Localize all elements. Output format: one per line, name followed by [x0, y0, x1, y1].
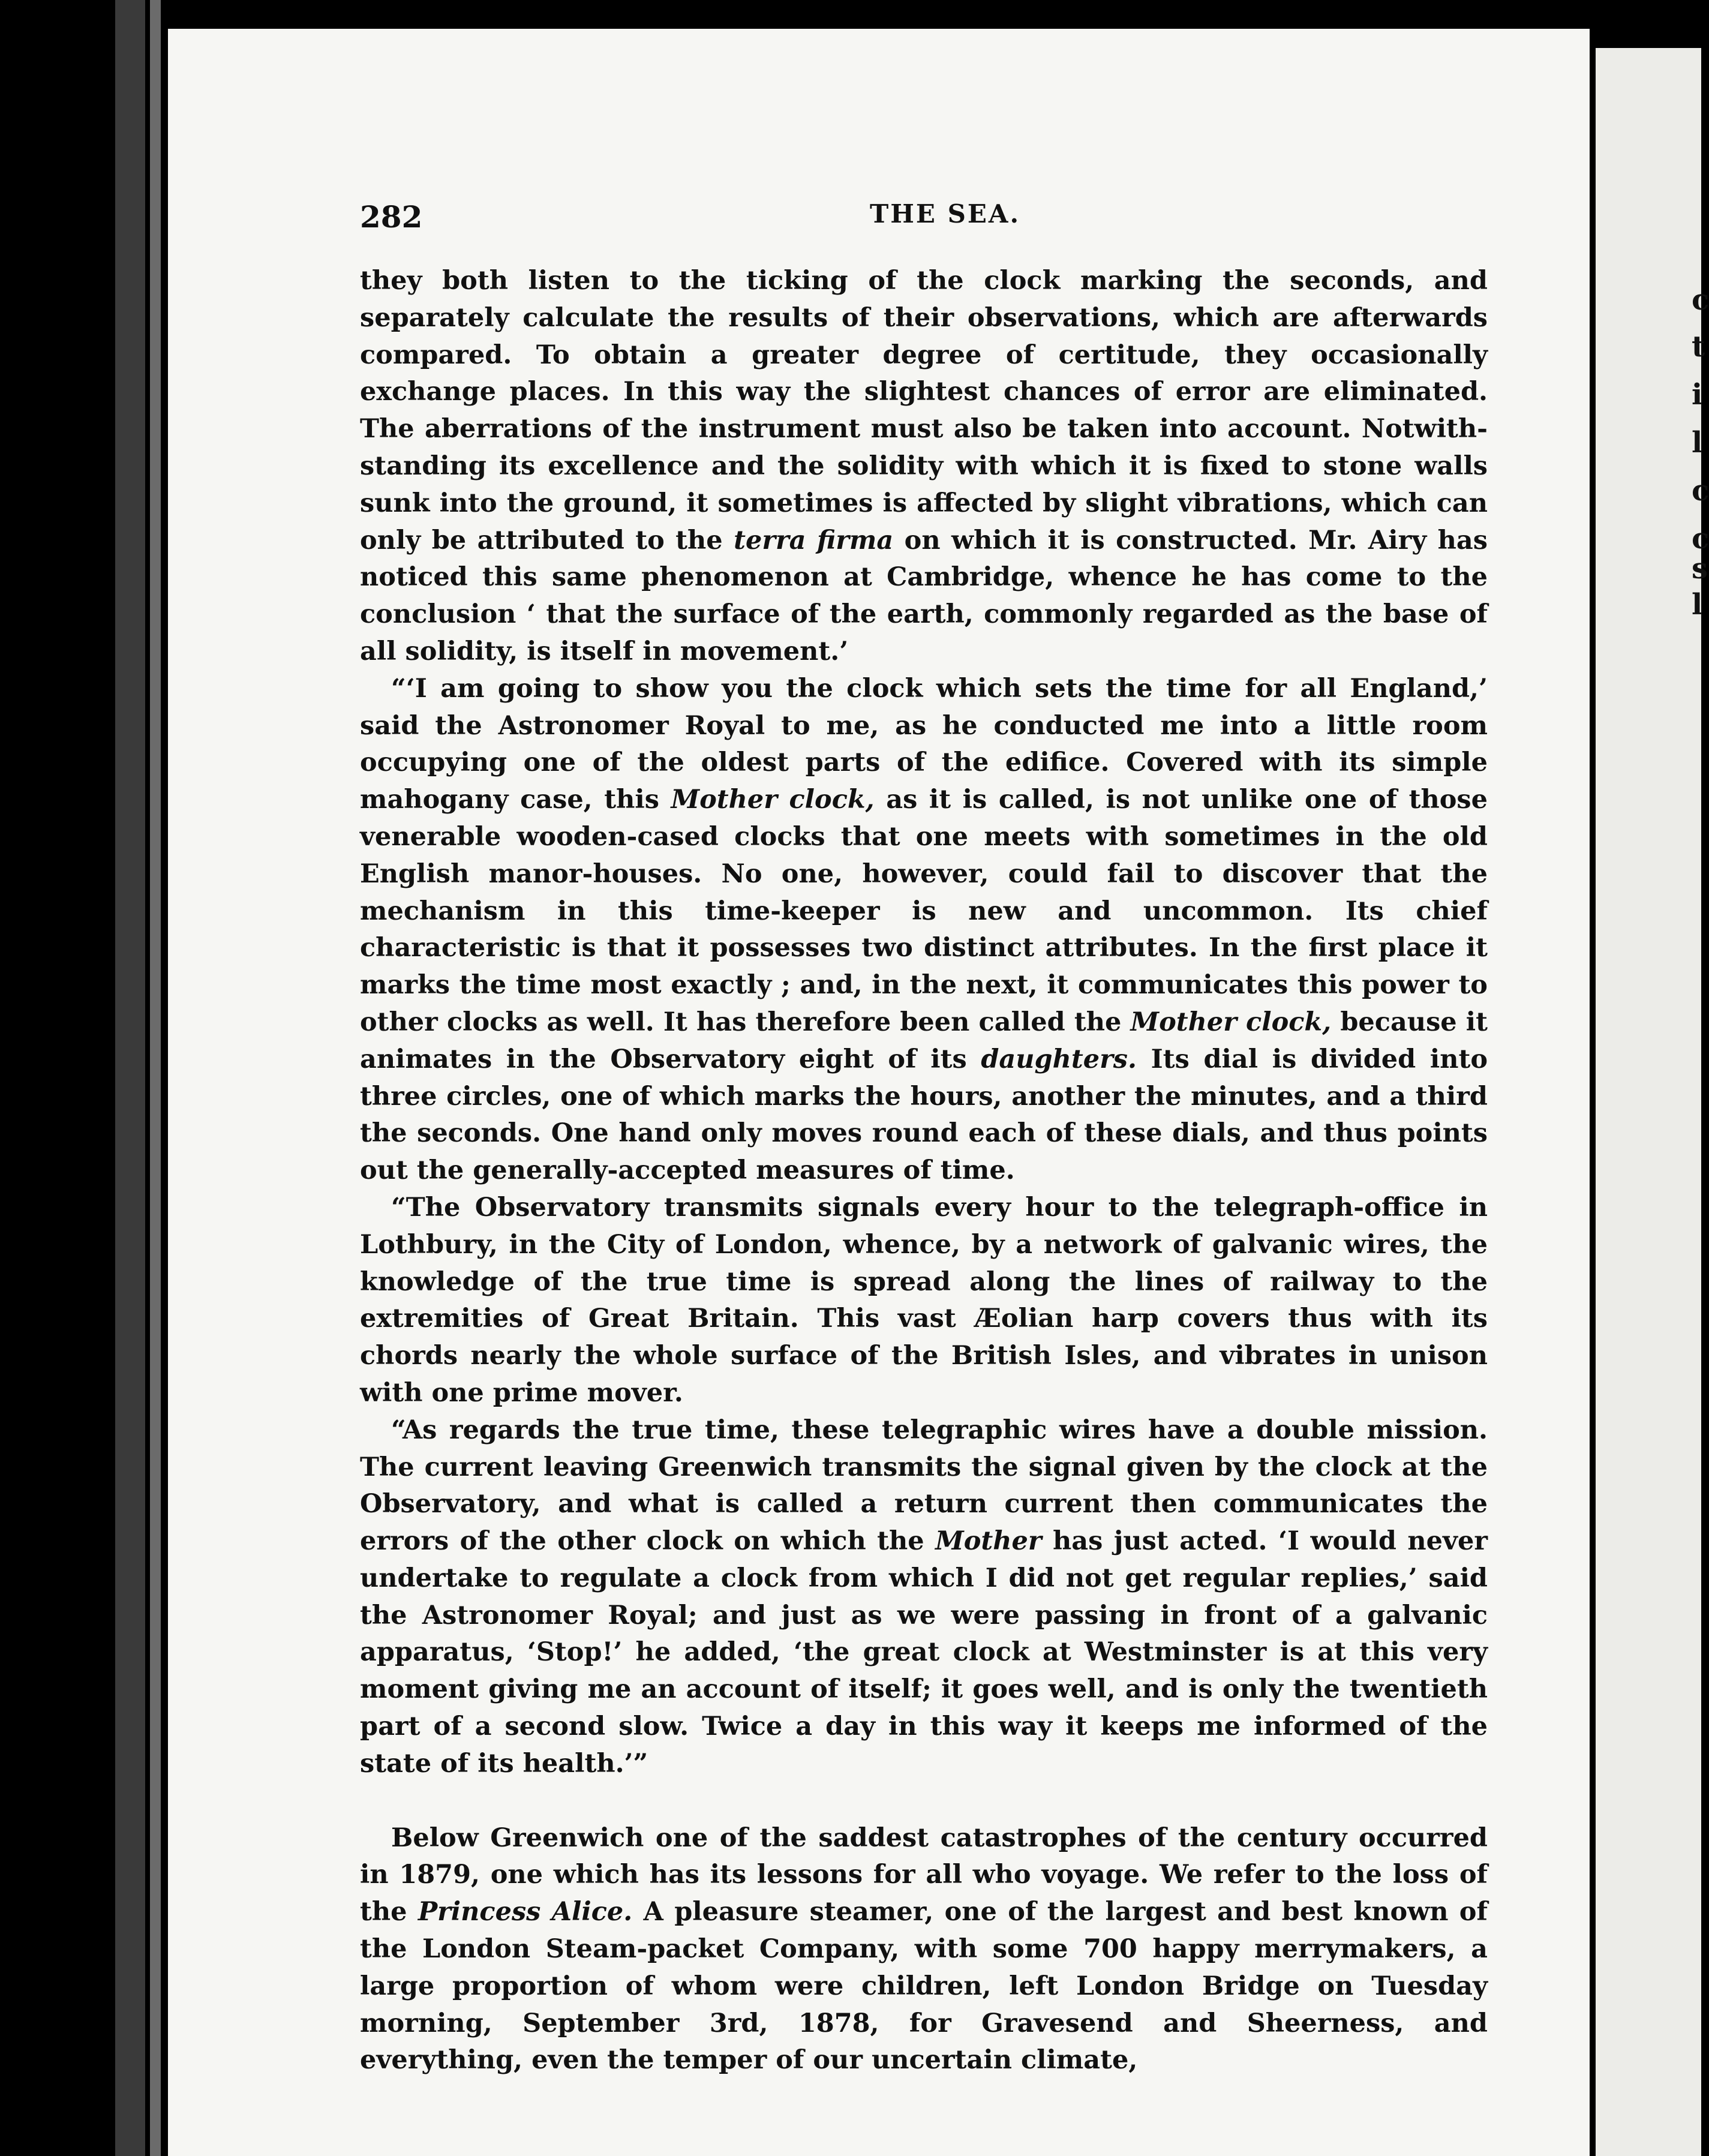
italic-run: daughters.: [981, 1044, 1137, 1074]
text-run: because it animates in the Observatory eight of its: [360, 1007, 1488, 1074]
paragraph: [360, 1412, 1488, 1783]
text-run: as it is called, is not unlike one of those venerable wooden-cased clocks that one meets with sometimes in the old English manor-houses. No one, however, could fail to discover that the mechanism in this time-keeper is new and uncommon. Its chief characteristic is that it possesses two distinct attributes. In the first place it marks the time most exactly ; and, in the next, it communicates this power to other clocks as well. It has therefore been called the: [360, 785, 1488, 1037]
text-run: A pleasure steamer, one of the largest and best known of the London Steam-packet Company, with some 700 happy merrymakers, a large proportion of whom were children, left London Bridge on Tuesday morning, September 3rd, 1878, for Gravesend and Sheerness, and everything, even the temper of our uncertain climate,: [360, 1897, 1488, 2076]
italic-run: Mother clock,: [1130, 1007, 1332, 1037]
paragraph: [360, 263, 1488, 671]
paragraph: [360, 671, 1488, 1190]
facing-page-fragment: s: [1692, 552, 1708, 585]
facing-page-fragment: i: [1692, 378, 1703, 412]
text-run: “As regards the true time, these telegraphic wires have a double mission. The current leaving Greenwich transmits the signal given by the clock at the Observatory, and what is called a return current then communicates the errors of the other clock on which the: [360, 1415, 1488, 1557]
text-run: Below Greenwich one of the saddest catastrophes of the century occurred in 1879, one which has its lessons for all who voyage. We refer to the loss of the: [360, 1822, 1488, 1927]
facing-page-fragment: l: [1692, 588, 1703, 621]
paragraph: [360, 1820, 1488, 2080]
text-run: Its dial is divided into three circles, one of which marks the hours, another the minutes, and a third the seconds. One hand only moves round each of these dials, and thus points out the generally-accepted measures of time.: [360, 1044, 1488, 1186]
facing-page-fragment: c: [1692, 474, 1709, 508]
italic-run: Mother: [935, 1526, 1042, 1557]
book-gutter-shadow: [115, 0, 145, 2156]
book-gutter-edge: [150, 0, 161, 2156]
facing-page-fragment: c: [1692, 283, 1709, 317]
italic-run: terra firma: [734, 525, 894, 555]
facing-page-fragment: l: [1692, 426, 1703, 460]
facing-page-fragment: t: [1692, 330, 1705, 364]
facing-page-fragment: c: [1692, 522, 1709, 555]
text-run: on which it is constructed. Mr. Airy has noticed this same phenomenon at Cambridge, whence he has come to the conclusion ‘ that the surface of the earth, commonly regarded as the base of all solidity, is itself in movement.’: [360, 525, 1488, 666]
page-number: 282: [360, 199, 423, 235]
text-run: “The Observatory transmits signals every hour to the telegraph-office in Lothbury, in the City of London, whence, by a network of galvanic wires, the knowledge of the true time is spread along the lines of railway to the extremities of Great Britain. This vast Æolian harp covers thus with its chords nearly the whole surface of the British Isles, and vibrates in unison with one prime mover.: [360, 1192, 1488, 1408]
text-run: has just acted. ‘I would never undertake to regulate a clock from which I did not get regular replies,’ said the Astronomer Royal; and just as we were passing in front of a galvanic apparatus, ‘Stop!’ he added, ‘the great clock at Westminster is at this very moment giving me an account of itself; it goes well, and is only the twentieth part of a second slow. Twice a day in this way it keeps me informed of the state of its health.’”: [360, 1526, 1488, 1779]
paragraph: [360, 1190, 1488, 1412]
running-title: THE SEA.: [870, 199, 1021, 229]
facing-page-edge: [1596, 48, 1709, 2156]
italic-run: Mother clock,: [671, 785, 875, 815]
text-run: they both listen to the ticking of the clock marking the seconds, and separately calculate the results of their observations, which are afterwards compared. To obtain a greater degree of certitude, they occasionally exchange places. In this way the slightest chances of error are eliminated. The aberrations of the instrument must also be taken into account. Notwith-standing its excellence and the solidity with which it is fixed to stone walls sunk into the ground, it sometimes is affected by slight vibrations, which can only be attributed to the: [360, 266, 1488, 555]
italic-run: Princess Alice.: [418, 1897, 633, 1927]
body-text: [360, 263, 1488, 2079]
text-run: “‘I am going to show you the clock which sets the time for all England,’ said the Astronomer Royal to me, as he conducted me into a little room occupying one of the oldest parts of the edifice. Covered with its simple mahogany case, this: [360, 673, 1488, 815]
running-head: [360, 199, 1560, 235]
